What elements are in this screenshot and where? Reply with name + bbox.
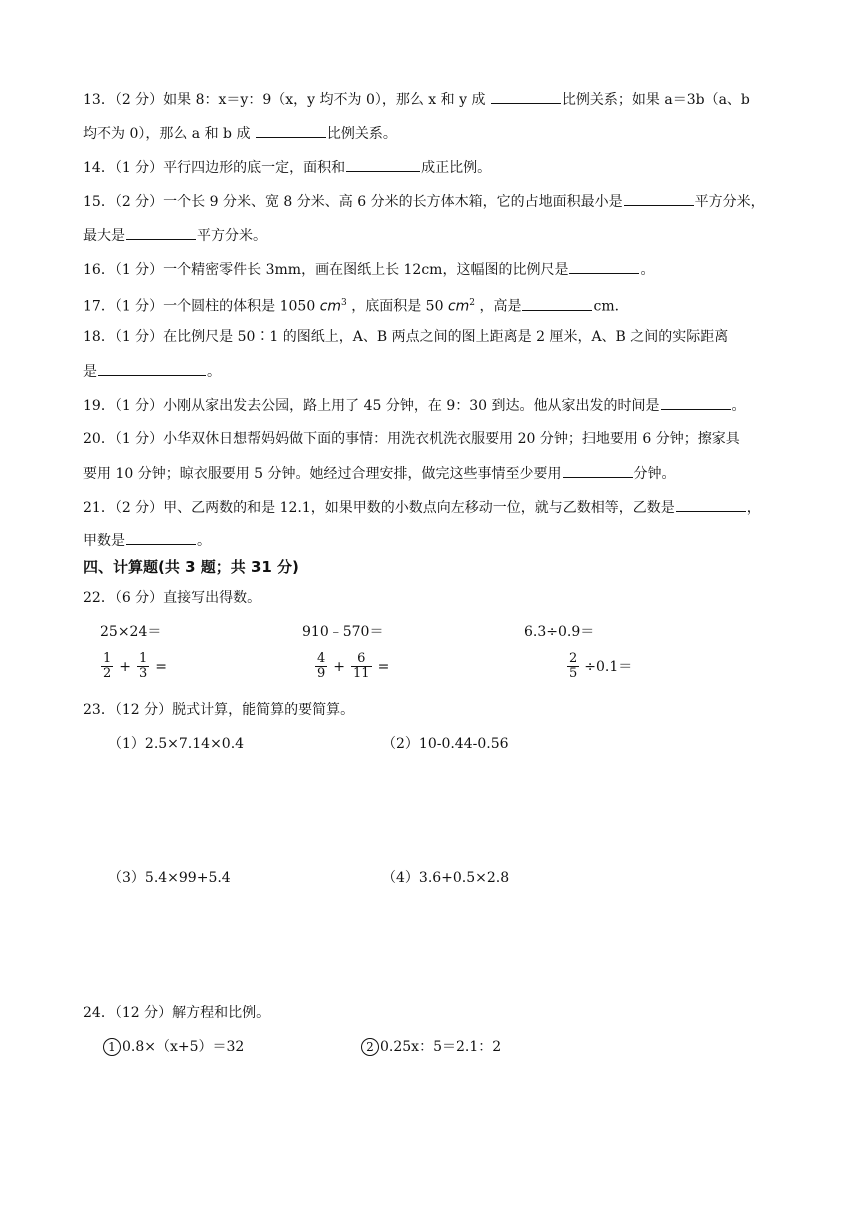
q15-line2: 最大是 平方分米。: [83, 225, 267, 246]
q18-line2: 是 。: [83, 361, 221, 382]
q13-line1: 13．（2 分）如果 8：x＝y：9（x，y 均不为 0），那么 x 和 y 成 比例关系；如果 a＝3b（a、b: [83, 89, 750, 110]
section-heading-calculation: 四、计算题(共 3 题；共 31 分): [83, 558, 299, 576]
fraction: $\frac{1}{2}$: [103, 651, 112, 681]
q19-line: 19．（1 分）小刚从家出发去公园，路上用了 45 分钟，在 9：30 到达。他从家出发的时间是 。: [83, 395, 746, 416]
fraction: $\frac{1}{3}$: [139, 651, 148, 681]
q22-calc-1: 25×24＝: [100, 624, 162, 640]
q24-equation-2: 2 0.25x：5＝2.1：2: [361, 1037, 501, 1057]
q16-blank[interactable]: [569, 259, 639, 274]
q16-line: 16．（1 分）一个精密零件长 3mm，画在图纸上长 12cm，这幅图的比例尺是 。: [83, 259, 654, 280]
q14-blank[interactable]: [346, 157, 420, 172]
q23-problem-3: （3）5.4×99+5.4: [108, 870, 231, 886]
q17-line: 17．（1 分）一个圆柱的体积是 1050 $cm^3$ ，底面积是 50 $cm^2$ ，高是 cm．: [83, 293, 629, 317]
q19-blank[interactable]: [661, 395, 731, 410]
q21-blank-1[interactable]: [676, 497, 746, 512]
q18-blank[interactable]: [98, 361, 206, 376]
fraction: $\frac{6}{11}$: [353, 651, 370, 681]
q22-calc-2: 910﹣570＝: [302, 624, 384, 640]
q23-problem-2: （2）10-0.44-0.56: [382, 736, 509, 752]
q13-blank-1[interactable]: [491, 89, 561, 104]
q22-fraction-expr-3: $\frac{2}{5}$ ÷0.1＝: [569, 651, 633, 681]
q21-blank-2[interactable]: [126, 530, 196, 545]
q23-problem-4: （4）3.6+0.5×2.8: [382, 870, 510, 886]
q13-line2: 均不为 0），那么 a 和 b 成 比例关系。: [83, 123, 397, 144]
q22-title: 22．（6 分）直接写出得数。: [83, 590, 262, 606]
q21-line1: 21．（2 分）甲、乙两数的和是 12.1，如果甲数的小数点向左移动一位，就与乙数相等，乙数是 ，: [83, 497, 761, 518]
q23-title: 23．（12 分）脱式计算，能简算的要简算。: [83, 702, 355, 718]
q15-line1: 15．（2 分）一个长 9 分米、宽 8 分米、高 6 分米的长方体木箱，它的占地面积最小是 平方分米，: [83, 191, 765, 212]
fraction: $\frac{4}{9}$: [317, 651, 326, 681]
q24-equation-1: 1 0.8×（x+5）＝32: [103, 1037, 244, 1057]
fraction: $\frac{2}{5}$: [569, 651, 578, 681]
q15-blank-2[interactable]: [126, 225, 196, 240]
q21-line2: 甲数是 。: [83, 530, 211, 551]
circled-number-2: 2: [361, 1038, 379, 1056]
q20-line1: 20．（1 分）小华双休日想帮妈妈做下面的事情：用洗衣机洗衣服要用 20 分钟；扫地要用 6 分钟；擦家具: [83, 431, 740, 447]
q20-blank[interactable]: [563, 463, 633, 478]
circled-number-1: 1: [103, 1038, 121, 1056]
q22-fraction-expr-1: $\frac{1}{2}$ + $\frac{1}{3}$ =: [103, 651, 168, 681]
q15-blank-1[interactable]: [624, 191, 694, 206]
q18-line1: 18．（1 分）在比例尺是 50∶1 的图纸上，A、B 两点之间的图上距离是 2 厘米，A、B 之间的实际距离: [83, 329, 729, 345]
q23-problem-1: （1）2.5×7.14×0.4: [108, 736, 245, 752]
q13-blank-2[interactable]: [256, 123, 326, 138]
q17-blank[interactable]: [522, 296, 592, 311]
q24-title: 24．（12 分）解方程和比例。: [83, 1005, 271, 1021]
q20-line2: 要用 10 分钟；晾衣服要用 5 分钟。她经过合理安排，做完这些事情至少要用 分钟。: [83, 463, 676, 484]
q22-fraction-expr-2: $\frac{4}{9}$ + $\frac{6}{11}$ =: [317, 651, 390, 681]
q14-line: 14．（1 分）平行四边形的底一定，面积和 成正比例。: [83, 157, 491, 178]
q22-calc-3: 6.3÷0.9＝: [524, 624, 595, 640]
